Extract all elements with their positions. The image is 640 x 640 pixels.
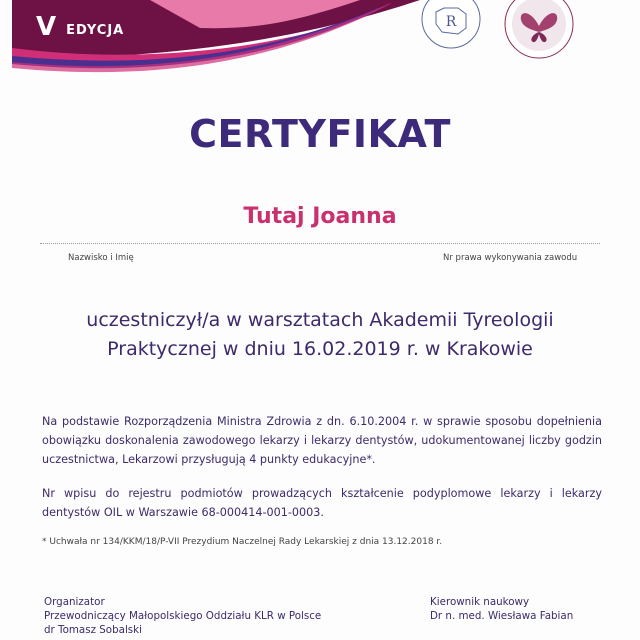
participation-statement	[40, 306, 600, 364]
registry-paragraph: Nr wpisu do rejestru podmiotów prowadzących kształcenie podyplomowe lekarzy i lekarzy dentystów OIL w Warszawie 68-000414-001-0003.	[42, 487, 602, 519]
edition-badge	[36, 14, 124, 40]
certificate-title: CERTYFIKAT	[189, 112, 451, 156]
naczelna-izba-lekarska-logo	[420, 0, 482, 50]
organizer-title: Przewodniczący Małopolskiego Oddziału KLR w Polsce	[44, 610, 322, 622]
edition-label: EDYCJA	[66, 22, 125, 38]
organizer-signature	[44, 595, 321, 637]
participant-name: Tutaj Joanna	[243, 204, 397, 229]
akademia-tyreologii-logo	[503, 0, 575, 60]
svg-text:R: R	[445, 14, 457, 30]
organizer-person: dr Tomasz Sobalski	[44, 624, 142, 636]
footnote: * Uchwała nr 134/KKM/18/P-VII Prezydium Naczelnej Rady Lekarskiej z dnia 13.12.2018 r.	[42, 537, 443, 547]
edition-number: V	[36, 12, 57, 42]
statement-line-2: Praktycznej w dniu 16.02.2019 r. w Krakowie	[107, 338, 533, 360]
scientific-lead-role: Kierownik naukowy	[430, 596, 530, 608]
legal-basis-paragraph: Na podstawie Rozporządzenia Ministra Zdrowia z dn. 6.10.2004 r. w sprawie sposobu dopełnienia obowiązku doskonalenia zawodowego lekarzy i lekarzy dentystów, udokumentowanej liczby godzin uczestnictwa, Lekarzowi przysługują 4 punkty edukacyjne*.	[42, 415, 602, 466]
name-dotted-line	[40, 243, 600, 244]
scientific-lead-person: Dr n. med. Wiesława Fabian	[430, 610, 574, 622]
scientific-lead-signature	[430, 595, 573, 623]
statement-line-1: uczestniczył/a w warsztatach Akademii Tyreologii	[86, 309, 554, 331]
license-label: Nr prawa wykonywania zawodu	[443, 253, 578, 263]
name-label: Nazwisko i Imię	[68, 253, 134, 263]
organizer-role: Organizator	[44, 596, 105, 608]
